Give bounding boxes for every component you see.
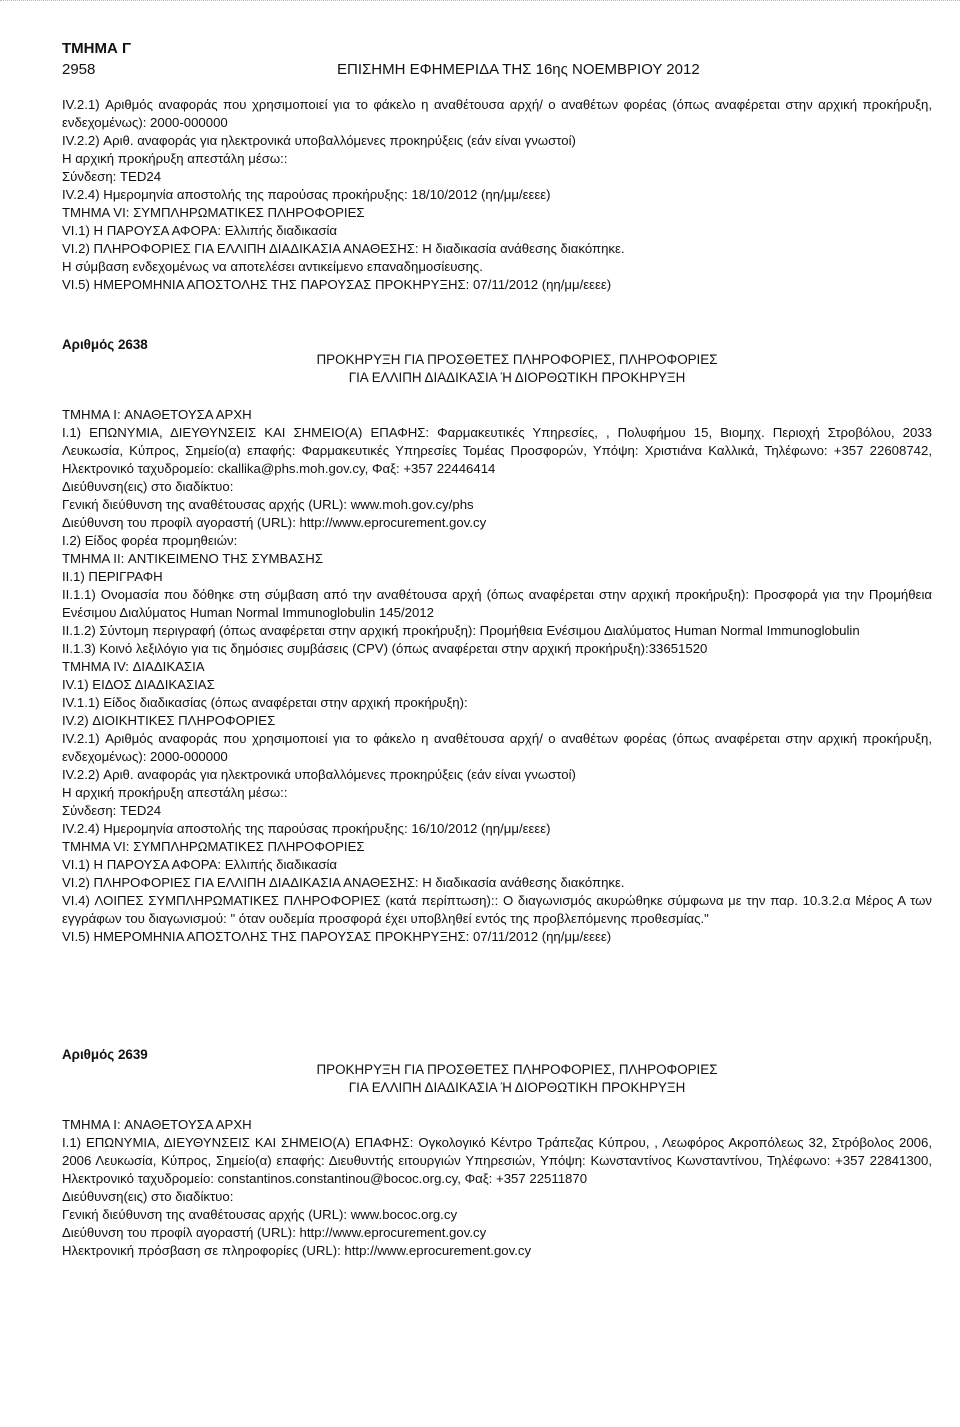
notice-title-line: ΠΡΟΚΗΡΥΞΗ ΓΙΑ ΠΡΟΣΘΕΤΕΣ ΠΛΗΡΟΦΟΡΙΕΣ, ΠΛΗΡΟΦΟΡΙΕΣ bbox=[316, 352, 718, 367]
text-line: I.1) ΕΠΩΝΥΜΙΑ, ΔΙΕΥΘΥΝΣΕΙΣ ΚΑΙ ΣΗΜΕΙΟ(Α) ΕΠΑΦΗΣ: Ογκολογικό Κέντρο Τράπεζας Κύπρου, , Λεωφόρος Ακροπόλεως 32, Στρόβολος 2006, 2006 Λευκωσία, Κύπρος, Σημείο(α) επαφής: Διευθυντής ειτουργιών Υπηρεσιών, Υπόψη: Κωνσταντίνος Κωνσταντίνου, Τηλέφωνο: +357 22841300, Ηλεκτρονικό ταχυδρομείο: constantinos.constantinou@bococ.org.cy, Φαξ: +357 22511870 bbox=[62, 1135, 932, 1186]
text-line: VI.1) Η ΠΑΡΟΥΣΑ ΑΦΟΡΑ: Ελλιπής διαδικασία bbox=[62, 857, 338, 872]
text-line: VI.2) ΠΛΗΡΟΦΟΡΙΕΣ ΓΙΑ ΕΛΛΙΠΗ ΔΙΑΔΙΚΑΣΙΑ ΑΝΑΘΕΣΗΣ: Η διαδικασία ανάθεσης διακόπηκε. bbox=[62, 875, 625, 890]
text-line: IV.1) ΕΙΔΟΣ ΔΙΑΔΙΚΑΣΙΑΣ bbox=[62, 677, 215, 692]
text-line: ΤΜΗΜΑ IV: ΔΙΑΔΙΚΑΣΙΑ bbox=[62, 659, 205, 674]
scan-edge bbox=[0, 0, 960, 7]
section-label: ΤΜΗΜΑ Γ bbox=[62, 40, 132, 57]
text-line: Η αρχική προκήρυξη απεστάλη μέσω:: bbox=[62, 151, 288, 166]
text-line: Η σύμβαση ενδεχομένως να αποτελέσει αντικείμενο επαναδημοσίευσης. bbox=[62, 259, 483, 274]
notice-title-line: ΠΡΟΚΗΡΥΞΗ ΓΙΑ ΠΡΟΣΘΕΤΕΣ ΠΛΗΡΟΦΟΡΙΕΣ, ΠΛΗΡΟΦΟΡΙΕΣ bbox=[316, 1062, 718, 1077]
notice-number: Αριθμός 2638 bbox=[62, 337, 148, 352]
text-line: VI.5) ΗΜΕΡΟΜΗΝΙΑ ΑΠΟΣΤΟΛΗΣ ΤΗΣ ΠΑΡΟΥΣΑΣ ΠΡΟΚΗΡΥΞΗΣ: 07/11/2012 (ηη/μμ/εεεε) bbox=[62, 277, 612, 292]
notice-2638-body bbox=[62, 406, 932, 946]
text-line: ΤΜΗΜΑ II: ΑΝΤΙΚΕΙΜΕΝΟ ΤΗΣ ΣΥΜΒΑΣΗΣ bbox=[62, 551, 323, 566]
text-line: Γενική διεύθυνση της αναθέτουσας αρχής (URL): www.bococ.org.cy bbox=[62, 1207, 458, 1222]
notice-title-line: ΓΙΑ ΕΛΛΙΠΗ ΔΙΑΔΙΚΑΣΙΑ Ή ΔΙΟΡΘΩΤΙΚΗ ΠΡΟΚΗΡΥΞΗ bbox=[348, 370, 686, 385]
text-line: Ηλεκτρονική πρόσβαση σε πληροφορίες (URL): http://www.eprocurement.gov.cy bbox=[62, 1243, 532, 1258]
text-line: IV.2.4) Ημερομηνία αποστολής της παρούσας προκήρυξης: 16/10/2012 (ηη/μμ/εεεε) bbox=[62, 821, 551, 836]
notice-2639-body bbox=[62, 1116, 932, 1260]
text-line: Γενική διεύθυνση της αναθέτουσας αρχής (URL): www.moh.gov.cy/phs bbox=[62, 497, 474, 512]
notice-2638-heading bbox=[62, 336, 932, 387]
text-line: Διεύθυνση(εις) στο διαδίκτυο: bbox=[62, 479, 234, 494]
text-line: VI.4) ΛΟΙΠΕΣ ΣΥΜΠΛΗΡΩΜΑΤΙΚΕΣ ΠΛΗΡΟΦΟΡΙΕΣ (κατά περίπτωση):: Ο διαγωνισμός ακυρώθηκε σύμφωνα με την παρ. 10.3.2.α Μέρος Α των εγγράφων του διαγωνισμού: " όταν ουδεμία προσφορά έχει υποβληθεί εντός της προβλεπόμενης προθεσμίας." bbox=[62, 893, 932, 926]
page-number: 2958 bbox=[62, 61, 96, 78]
text-line: II.1.3) Κοινό λεξιλόγιο για τις δημόσιες συμβάσεις (CPV) (όπως αναφέρεται στην αρχική προκήρυξη):33651520 bbox=[62, 641, 708, 656]
text-line: Σύνδεση: TED24 bbox=[62, 169, 162, 184]
text-line: ΤΜΗΜΑ VI: ΣΥΜΠΛΗΡΩΜΑΤΙΚΕΣ ΠΛΗΡΟΦΟΡΙΕΣ bbox=[62, 839, 365, 854]
text-line: Η αρχική προκήρυξη απεστάλη μέσω:: bbox=[62, 785, 288, 800]
text-line: Διεύθυνση(εις) στο διαδίκτυο: bbox=[62, 1189, 234, 1204]
gazette-title: ΕΠΙΣΗΜΗ ΕΦΗΜΕΡΙΔΑ ΤΗΣ 16ης ΝΟΕΜΒΡΙΟΥ 2012 bbox=[337, 61, 700, 78]
text-line: I.2) Είδος φορέα προμηθειών: bbox=[62, 533, 238, 548]
text-line: Διεύθυνση του προφίλ αγοραστή (URL): http://www.eprocurement.gov.cy bbox=[62, 1225, 487, 1240]
notice-number: Αριθμός 2639 bbox=[62, 1047, 148, 1062]
text-line: ΤΜΗΜΑ VI: ΣΥΜΠΛΗΡΩΜΑΤΙΚΕΣ ΠΛΗΡΟΦΟΡΙΕΣ bbox=[62, 205, 365, 220]
text-line: Διεύθυνση του προφίλ αγοραστή (URL): http://www.eprocurement.gov.cy bbox=[62, 515, 487, 530]
text-line: I.1) ΕΠΩΝΥΜΙΑ, ΔΙΕΥΘΥΝΣΕΙΣ ΚΑΙ ΣΗΜΕΙΟ(Α) ΕΠΑΦΗΣ: Φαρμακευτικές Υπηρεσίες, , Πολυφήμου 15, Βιομηχ. Περιοχή Στροβόλου, 2033 Λευκωσία, Κύπρος, Σημείο(α) επαφής: Φαρμακευτικές Υπηρεσίες Τομέας Προσφορών, Υπόψη: Χριστιάνα Καλλικά, Τηλέφωνο: +357 22608742, Ηλεκτρονικό ταχυδρομείο: ckallika@phs.moh.gov.cy, Φαξ: +357 22446414 bbox=[62, 425, 932, 476]
text-line: ΤΜΗΜΑ I: ΑΝΑΘΕΤΟΥΣΑ ΑΡΧΗ bbox=[62, 1117, 252, 1132]
page-header bbox=[62, 40, 932, 80]
text-line: IV.2.1) Αριθμός αναφοράς που χρησιμοποιεί για το φάκελο η αναθέτουσα αρχή/ ο αναθέτων φορέας (όπως αναφέρεται στην αρχική προκήρυξη, ενδεχομένως): 2000-000000 bbox=[62, 731, 932, 764]
text-line: II.1.2) Σύντομη περιγραφή (όπως αναφέρεται στην αρχική προκήρυξη): Προμήθεια Ενέσιμου Διαλύματος Human Normal Immunoglobulin bbox=[62, 623, 860, 638]
text-line: VI.5) ΗΜΕΡΟΜΗΝΙΑ ΑΠΟΣΤΟΛΗΣ ΤΗΣ ΠΑΡΟΥΣΑΣ ΠΡΟΚΗΡΥΞΗΣ: 07/11/2012 (ηη/μμ/εεεε) bbox=[62, 929, 612, 944]
notice-title bbox=[62, 1046, 932, 1097]
notice-2639-heading bbox=[62, 1046, 932, 1097]
text-line: II.1) ΠΕΡΙΓΡΑΦΗ bbox=[62, 569, 163, 584]
text-line: ΤΜΗΜΑ I: ΑΝΑΘΕΤΟΥΣΑ ΑΡΧΗ bbox=[62, 407, 252, 422]
text-line: IV.2) ΔΙΟΙΚΗΤΙΚΕΣ ΠΛΗΡΟΦΟΡΙΕΣ bbox=[62, 713, 276, 728]
text-line: VI.2) ΠΛΗΡΟΦΟΡΙΕΣ ΓΙΑ ΕΛΛΙΠΗ ΔΙΑΔΙΚΑΣΙΑ ΑΝΑΘΕΣΗΣ: Η διαδικασία ανάθεσης διακόπηκε. bbox=[62, 241, 625, 256]
text-line: Σύνδεση: TED24 bbox=[62, 803, 162, 818]
notice-title-line: ΓΙΑ ΕΛΛΙΠΗ ΔΙΑΔΙΚΑΣΙΑ Ή ΔΙΟΡΘΩΤΙΚΗ ΠΡΟΚΗΡΥΞΗ bbox=[348, 1080, 686, 1095]
text-line: VI.1) Η ΠΑΡΟΥΣΑ ΑΦΟΡΑ: Ελλιπής διαδικασία bbox=[62, 223, 338, 238]
prev-notice-tail bbox=[62, 96, 932, 294]
text-line: II.1.1) Ονομασία που δόθηκε στη σύμβαση από την αναθέτουσα αρχή (όπως αναφέρεται στην αρχική προκήρυξη): Προσφορά για την Προμήθεια Ενέσιμου Διαλύματος Human Normal Immunoglobulin 145/2012 bbox=[62, 587, 932, 620]
text-line: IV.2.2) Αριθ. αναφοράς για ηλεκτρονικά υποβαλλόμενες προκηρύξεις (εάν είναι γνωστοί) bbox=[62, 133, 576, 148]
text-line: IV.1.1) Είδος διαδικασίας (όπως αναφέρεται στην αρχική προκήρυξη): bbox=[62, 695, 468, 710]
notice-title bbox=[62, 336, 932, 387]
text-line: IV.2.2) Αριθ. αναφοράς για ηλεκτρονικά υποβαλλόμενες προκηρύξεις (εάν είναι γνωστοί) bbox=[62, 767, 576, 782]
text-line: IV.2.1) Αριθμός αναφοράς που χρησιμοποιεί για το φάκελο η αναθέτουσα αρχή/ ο αναθέτων φορέας (όπως αναφέρεται στην αρχική προκήρυξη, ενδεχομένως): 2000-000000 bbox=[62, 97, 932, 130]
text-line: IV.2.4) Ημερομηνία αποστολής της παρούσας προκήρυξης: 18/10/2012 (ηη/μμ/εεεε) bbox=[62, 187, 551, 202]
